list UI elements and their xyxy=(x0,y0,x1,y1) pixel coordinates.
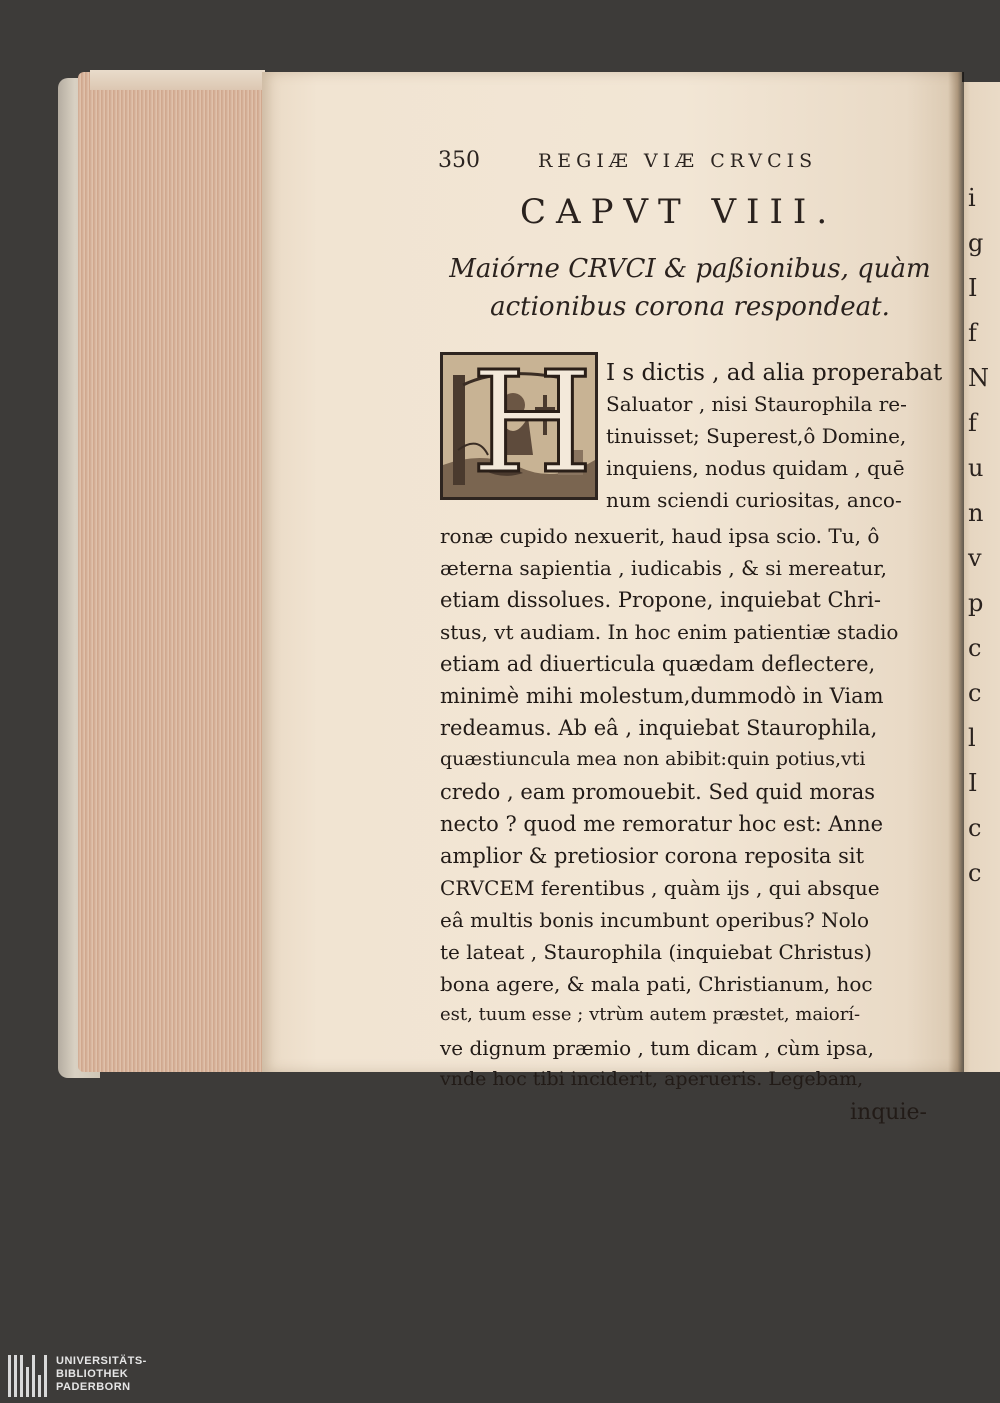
edge-letter: n xyxy=(968,499,984,527)
edge-letter: c xyxy=(968,814,982,842)
edge-letter: c xyxy=(968,634,982,662)
decorated-initial xyxy=(440,352,598,500)
text-line: etiam dissolues. Propone, inquiebat Chri- xyxy=(440,588,881,612)
edge-letter: v xyxy=(968,544,982,572)
text-line: ve dignum præmio , tum dicam , cùm ipsa, xyxy=(440,1036,874,1060)
text-line: æterna sapientia , iudicabis , & si mereatur, xyxy=(440,556,888,580)
text-line: quæstiuncula mea non abibit:quin potius,vti xyxy=(440,748,866,770)
text-line: vnde hoc tibi inciderit, aperueris. Legebam, xyxy=(440,1068,864,1090)
footer-bar xyxy=(0,1350,1000,1403)
text-line: stus, vt audiam. In hoc enim patientiæ stadio xyxy=(440,620,899,644)
running-head-title: REGIÆ VIÆ CRVCIS xyxy=(538,150,818,172)
catchword: inquie- xyxy=(850,1100,927,1125)
edge-letter: N xyxy=(968,364,989,392)
edge-letter: u xyxy=(968,454,984,482)
page-number: 350 xyxy=(438,148,480,173)
chapter-subtitle xyxy=(440,250,940,326)
logo-line: PADERBORN xyxy=(56,1381,131,1393)
text-line: minimè mihi molestum,dummodò in Viam xyxy=(440,684,884,708)
library-logo-icon xyxy=(8,1355,48,1397)
edge-letter: g xyxy=(968,229,984,257)
page-block-edges xyxy=(78,72,268,1072)
logo-line: UNIVERSITÄTS- xyxy=(56,1355,147,1367)
running-head xyxy=(438,148,858,184)
logo-line: BIBLIOTHEK xyxy=(56,1368,129,1380)
text-line: Saluator , nisi Staurophila re- xyxy=(606,392,907,416)
text-line: credo , eam promouebit. Sed quid moras xyxy=(440,780,876,804)
text-line: CRVCEM ferentibus , quàm ijs , qui absque xyxy=(440,876,880,900)
subtitle-line: actionibus corona respondeat. xyxy=(490,292,890,322)
text-line: inquiens, nodus quidam , quē xyxy=(606,456,905,480)
initial-letter: H xyxy=(471,352,594,500)
edge-letter: I xyxy=(968,274,978,302)
page-block-top xyxy=(90,70,265,90)
text-line: I s dictis , ad alia properabat xyxy=(606,360,943,386)
edge-letter: I xyxy=(968,769,978,797)
book-gutter xyxy=(948,72,964,1072)
subtitle-line: Maiórne CRVCI & paßionibus, quàm xyxy=(449,254,931,284)
edge-letter: f xyxy=(968,409,977,437)
text-line: tinuisset; Superest,ô Domine, xyxy=(606,424,907,448)
text-line: bona agere, & mala pati, Christianum, hoc xyxy=(440,972,873,996)
text-line: eâ multis bonis incumbunt operibus? Nolo xyxy=(440,908,870,932)
text-line: etiam ad diuerticula quædam deflectere, xyxy=(440,652,876,676)
chapter-heading: CAPVT VIII. xyxy=(520,192,838,232)
library-logo-text xyxy=(56,1355,147,1394)
text-line: te lateat , Staurophila (inquiebat Christus) xyxy=(440,940,872,964)
edge-letter: i xyxy=(968,184,976,212)
text-line: num sciendi curiositas, anco- xyxy=(606,488,902,512)
text-line: amplior & pretiosior corona reposita sit xyxy=(440,844,865,868)
edge-letter: p xyxy=(968,589,984,617)
edge-letter: c xyxy=(968,859,982,887)
edge-letter: l xyxy=(968,724,976,752)
text-line: ronæ cupido nexuerit, haud ipsa scio. Tu, ô xyxy=(440,524,880,548)
facing-page-edge-text xyxy=(968,176,1000,896)
edge-letter: f xyxy=(968,319,977,347)
text-line: necto ? quod me remoratur hoc est: Anne xyxy=(440,812,884,836)
edge-letter: c xyxy=(968,679,982,707)
text-line: est, tuum esse ; vtrùm autem præstet, maiorí- xyxy=(440,1004,861,1025)
text-line: redeamus. Ab eâ , inquiebat Staurophila, xyxy=(440,716,878,740)
